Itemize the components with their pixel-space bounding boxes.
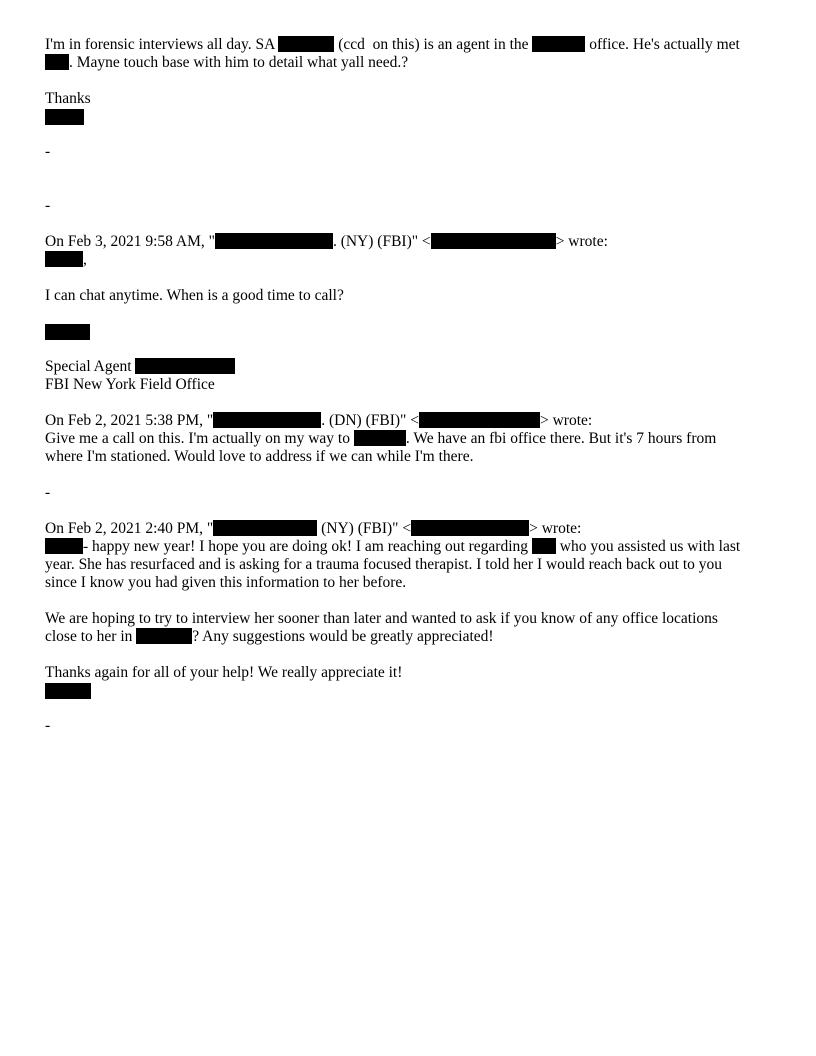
msg3-header <box>45 412 775 430</box>
redaction-block <box>45 54 69 70</box>
separator-dash: - <box>45 197 51 214</box>
redaction-block <box>354 430 406 446</box>
redaction-block <box>215 233 333 249</box>
redaction-block <box>45 538 83 554</box>
msg4-p1-line-3: since I know you had given this information to her before. <box>45 574 407 591</box>
msg2-body: I can chat anytime. When is a good time to call? <box>45 287 344 304</box>
text: . (DN) (FBI)" < <box>321 412 419 429</box>
text: , <box>83 251 87 268</box>
msg3-line-2: where I'm stationed. Would love to address if we can while I'm there. <box>45 448 474 465</box>
text: ? Any suggestions would be greatly appreciated! <box>192 628 494 645</box>
msg4-p2-line-2 <box>45 628 775 646</box>
redaction-block <box>136 628 192 644</box>
text: Special Agent <box>45 358 136 375</box>
msg4-p2-line-1: We are hoping to try to interview her sooner than later and wanted to ask if you know of any office locations <box>45 610 718 627</box>
msg4-p3: Thanks again for all of your help! We really appreciate it! <box>45 664 403 681</box>
text: . (NY) (FBI)" < <box>332 233 431 250</box>
redaction-block <box>135 358 235 374</box>
redaction-block <box>532 36 585 52</box>
text: On Feb 2, 2021 5:38 PM, " <box>45 412 214 429</box>
redaction-block-signature <box>45 109 84 125</box>
redaction-block <box>431 233 556 249</box>
msg2-sig-title <box>45 358 775 376</box>
msg2-sig-office: FBI New York Field Office <box>45 376 215 393</box>
redaction-block <box>213 412 321 428</box>
redaction-block <box>213 520 317 536</box>
redaction-block <box>278 36 334 52</box>
text: On Feb 2, 2021 2:40 PM, " <box>45 520 214 537</box>
text: Give me a call on this. I'm actually on my way to <box>45 430 354 447</box>
separator-dash: - <box>45 717 51 734</box>
text: On Feb 3, 2021 9:58 AM, " <box>45 233 215 250</box>
text: I'm in forensic interviews all day. SA <box>45 36 279 53</box>
email-thread-document <box>45 36 775 735</box>
text: close to her in <box>45 628 137 645</box>
redaction-block <box>45 251 83 267</box>
text: . Mayne touch base with him to detail what yall need.? <box>69 54 409 71</box>
text: (NY) (FBI)" < <box>317 520 412 537</box>
msg4-p1-line-2: year. She has resurfaced and is asking for a trauma focused therapist. I told her I would reach back out to you <box>45 556 723 573</box>
msg1-thanks: Thanks <box>45 90 91 107</box>
redaction-block-signature <box>45 683 91 699</box>
text: . We have an fbi office there. But it's 7 hours from <box>405 430 717 447</box>
msg2-header <box>45 233 775 251</box>
msg1-line-2 <box>45 54 775 72</box>
msg4-p1-line-1 <box>45 538 775 556</box>
text: > wrote: <box>555 233 608 250</box>
text: > wrote: <box>539 412 593 429</box>
text: office. He's actually met <box>585 36 740 53</box>
redaction-block-signature <box>45 324 90 340</box>
text: - happy new year! I hope you are doing ok! I am reaching out regarding <box>83 538 532 555</box>
separator-dash: - <box>45 143 51 160</box>
text: who you assisted us with last <box>555 538 741 555</box>
separator-dash: - <box>45 484 51 501</box>
msg4-header <box>45 520 775 538</box>
msg1-line-1 <box>45 36 775 54</box>
redaction-block <box>419 412 540 428</box>
msg3-line-1 <box>45 430 775 448</box>
text: > wrote: <box>529 520 582 537</box>
redaction-block <box>411 520 529 536</box>
redaction-block <box>532 538 556 554</box>
msg2-greeting <box>45 251 775 269</box>
text: (ccd on this) is an agent in the <box>334 36 533 53</box>
